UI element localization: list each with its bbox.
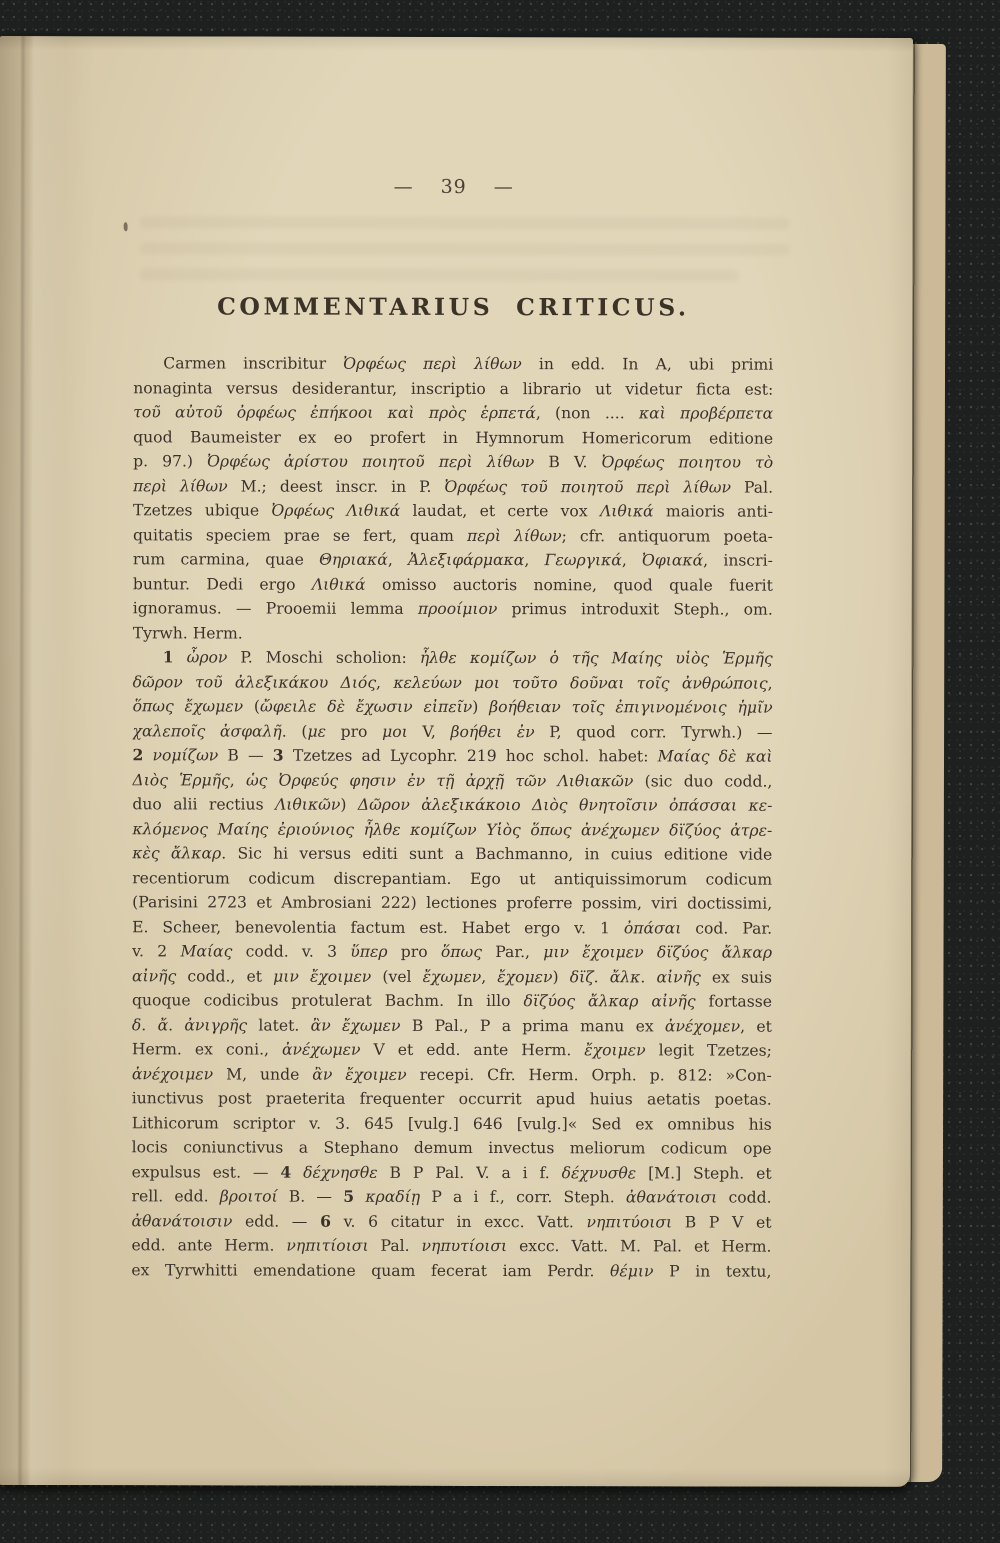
- text-line: κλόμενος Μαίης ἐριούνιος ἦλθε κομίζων Υἱὸς ὅπως ἀνέχωμεν δϊζύος ἀτρε-: [132, 819, 773, 840]
- text-line: Carmen inscribitur Ὀρφέως περὶ λίθων in edd. In A, ubi primi: [163, 354, 774, 374]
- text-line: edd. ante Herm. νηπιτίοισι Pal. νηπυτίοισι excc. Vatt. M. Pal. et Herm.: [131, 1236, 772, 1256]
- text-line: Tzetzes ubique Ὀρφέως Λιθικά laudat, et certe vox Λιθικά maioris anti-: [132, 501, 774, 521]
- text-block: [131, 351, 773, 1283]
- text-line: ἀνέχοιμεν M, unde ἂν ἔχοιμεν recepi. Cfr. Herm. Orph. p. 812: »Con-: [131, 1064, 772, 1085]
- text-line: nonaginta versus desiderantur, inscriptio a librario ut videtur ficta est:: [133, 378, 774, 399]
- text-line: quitatis speciem prae se fert, quam περὶ λίθων; cfr. antiquorum poeta-: [132, 525, 773, 546]
- page-number-dash-right: —: [493, 176, 514, 199]
- text-line: iunctivus post praeterita frequenter occurrit apud huius aetatis poetas.: [131, 1089, 772, 1109]
- chapter-heading: COMMENTARIUS CRITICUS.: [217, 292, 690, 322]
- verso-showthrough: [140, 242, 790, 255]
- text-line: ὅπως ἔχωμεν (ὤφειλε δὲ ἔχωσιν εἰπεῖν) βοήθειαν τοῖς ἐπιγινομένοις ἡμῖν: [132, 697, 773, 717]
- page-number-value: 39: [440, 175, 467, 198]
- text-line: p. 97.) Ὀρφέως ἀρίστου ποιητοῦ περὶ λίθων B V. Ὀρφέως ποιητου τὸ: [133, 452, 774, 472]
- text-line: περὶ λίθων M.; deest inscr. in P. Ὀρφέως τοῦ ποιητοῦ περὶ λίθων Pal.: [133, 476, 774, 497]
- text-line: locis coniunctivus a Stephano demum invectus meliorum codicum ope: [131, 1138, 772, 1158]
- text-line: quod Baumeister ex eo profert in Hymnorum Homericorum editione: [133, 427, 774, 448]
- text-line: v. 2 Μαίας codd. v. 3 ὕπερ pro ὅπως Par., μιν ἔχοιμεν δϊζύος ἄλκαρ: [132, 942, 773, 962]
- text-line: rell. edd. βροιτοί B. — 5 κραδίῃ P a i f., corr. Steph. ἀθανάτοισι codd.: [131, 1186, 772, 1207]
- text-line: (Parisini 2723 et Ambrosiani 222) lectiones proferre possim, viri doctissimi,: [132, 893, 773, 913]
- text-line: quoque codicibus protulerat Bachm. In illo δϊζύος ἄλκαρ αἰνῆς fortasse: [131, 991, 772, 1011]
- text-line: κὲς ἄλκαρ. Sic hi versus editi sunt a Bachmanno, in cuius editione vide: [132, 844, 773, 864]
- text-line: αἰνῆς codd., et μιν ἔχοιμεν (vel ἔχωμεν, ἔχομεν) δϊζ. ἄλκ. αἰνῆς ex suis: [132, 966, 773, 987]
- verso-showthrough: [140, 216, 790, 229]
- text-line: Herm. ex coni., ἀνέχωμεν V et edd. ante Herm. ἔχοιμεν legit Tzetzes;: [131, 1040, 772, 1060]
- text-line: Διὸς Ἑρμῆς, ὡς Ὀρφεύς φησιν ἐν τῇ ἀρχῇ τῶν Λιθιακῶν (sic duo codd.,: [132, 770, 773, 791]
- verso-showthrough: [139, 268, 739, 281]
- book-page: [0, 36, 913, 1487]
- text-line: buntur. Dedi ergo Λιθικά omisso auctoris nomine, quod quale fuerit: [132, 574, 773, 595]
- text-line: 1 ὦρον P. Moschi scholion: ἦλθε κομίζων ὁ τῆς Μαίης υἱὸς Ἑρμῆς: [162, 647, 773, 668]
- text-line: expulsus est. — 4 δέχνησθε B P Pal. V. a i f. δέχνυσθε [M.] Steph. et: [131, 1162, 772, 1183]
- text-line: ignoramus. — Prooemii lemma προοίμιον primus introduxit Steph., om.: [132, 599, 773, 619]
- text-line: δ. ἄ. ἀνιγρῆς latet. ἂν ἔχωμεν B Pal., P a prima manu ex ἀνέχομεν, et: [131, 1015, 772, 1036]
- page-number-dash-left: —: [393, 175, 414, 198]
- text-line: duo alii rectius Λιθικῶν) Δῶρον ἀλεξικάκοιο Διὸς θνητοῖσιν ὀπάσσαι κε-: [132, 795, 773, 815]
- text-line: Lithicorum scriptor v. 3. 645 [vulg.] 646 [vulg.]« Sed ex omnibus his: [131, 1113, 772, 1134]
- text-line: δῶρον τοῦ ἀλεξικάκου Διός, κελεύων μοι τοῦτο δοῦναι τοῖς ἀνθρώποις,: [132, 672, 773, 693]
- text-line: 2 νομίζων B — 3 Tzetzes ad Lycophr. 219 hoc schol. habet: Μαίας δὲ καὶ: [132, 745, 773, 766]
- text-line: ἀθανάτοισιν edd. — 6 v. 6 citatur in excc. Vatt. νηπιτύοισι B P V et: [131, 1211, 772, 1232]
- gutter-crease: [17, 36, 66, 1485]
- page-number: [134, 175, 774, 198]
- text-line: Tyrwh. Herm.: [132, 623, 243, 643]
- text-line: τοῦ αὐτοῦ ὀρφέως ἐπήκοοι καὶ πρὸς ἑρπετά, (non .... καὶ προβέρπετα: [133, 403, 774, 423]
- text-line: ex Tyrwhitti emendatione quam fecerat iam Perdr. θέμιν P in textu,: [131, 1260, 772, 1281]
- text-line: rum carmina, quae Θηριακά, Ἀλεξιφάρμακα, Γεωργικά, Ὀφιακά, inscri-: [132, 550, 773, 570]
- text-line: E. Scheer, benevolentia factum est. Habet ergo v. 1 ὀπάσαι cod. Par.: [132, 917, 773, 938]
- text-line: χαλεποῖς ἀσφαλῆ. (με pro μοι V, βοήθει ἐν P, quod corr. Tyrwh.) —: [132, 721, 773, 742]
- text-line: recentiorum codicum discrepantiam. Ego ut antiquissimorum codicum: [132, 868, 773, 889]
- ink-speck: [124, 222, 128, 231]
